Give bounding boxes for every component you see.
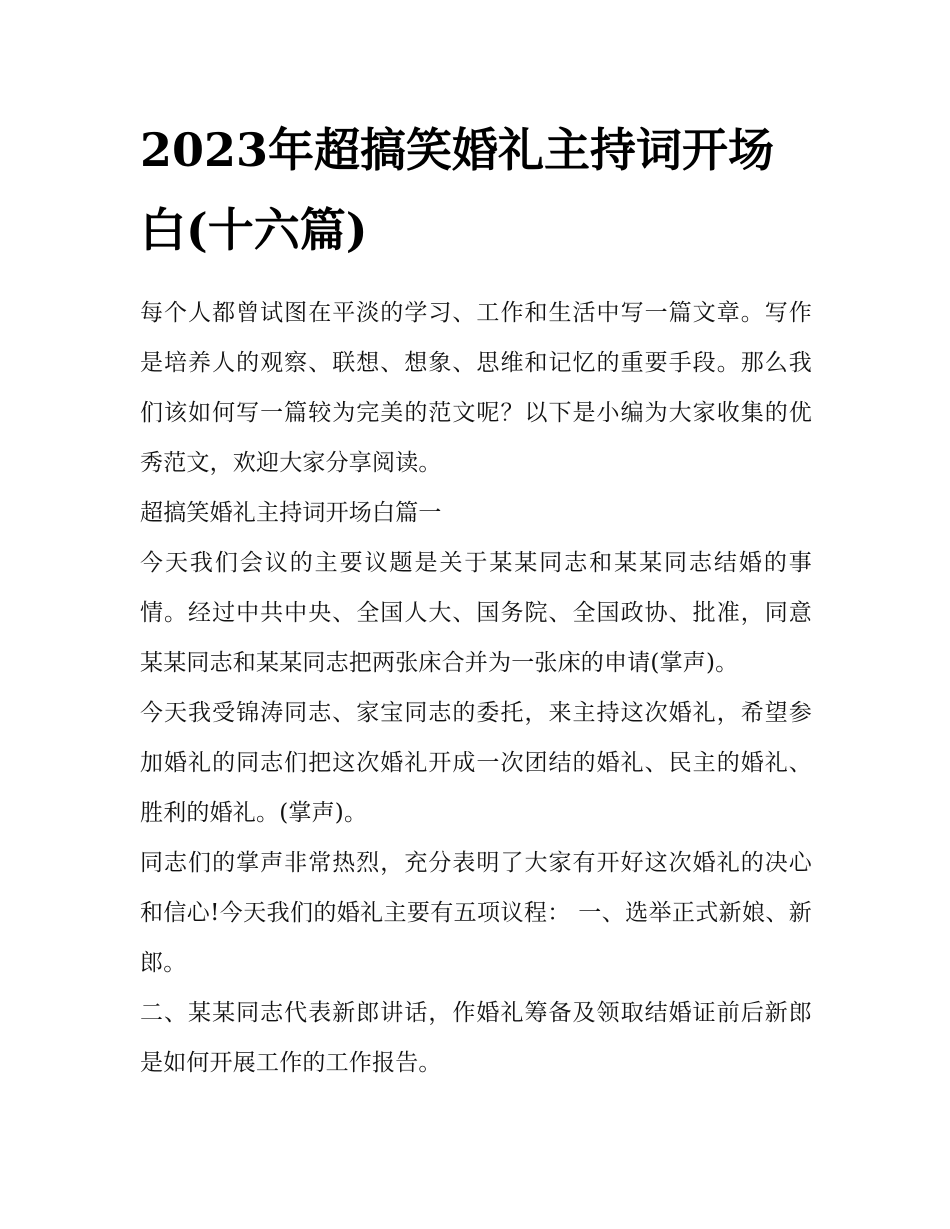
body-paragraph: 今天我们会议的主要议题是关于某某同志和某某同志结婚的事情。经过中共中央、全国人大、国务院、全国政协、批准，同意某某同志和某某同志把两张床合并为一张床的申请(掌声)。	[140, 550, 812, 676]
body-paragraph: 今天我受锦涛同志、家宝同志的委托，来主持这次婚礼，希望参加婚礼的同志们把这次婚礼开成一次团结的婚礼、民主的婚礼、胜利的婚礼。(掌声)。	[140, 700, 812, 826]
section-heading: 超搞笑婚礼主持词开场白篇一	[140, 500, 442, 526]
body-paragraph: 同志们的掌声非常热烈，充分表明了大家有开好这次婚礼的决心和信心!今天我们的婚礼主要有五项议程： 一、选举正式新娘、新郎。	[140, 850, 812, 976]
document-content	[140, 110, 812, 1088]
document-body	[140, 288, 812, 1088]
document-title: 2023年超搞笑婚礼主持词开场白(十六篇)	[140, 123, 775, 257]
body-paragraph: 二、某某同志代表新郎讲话，作婚礼筹备及领取结婚证前后新郎是如何开展工作的工作报告。	[140, 1000, 812, 1076]
intro-paragraph: 每个人都曾试图在平淡的学习、工作和生活中写一篇文章。写作是培养人的观察、联想、想象、思维和记忆的重要手段。那么我们该如何写一篇较为完美的范文呢？以下是小编为大家收集的优秀范文，欢迎大家分享阅读。	[140, 300, 812, 476]
